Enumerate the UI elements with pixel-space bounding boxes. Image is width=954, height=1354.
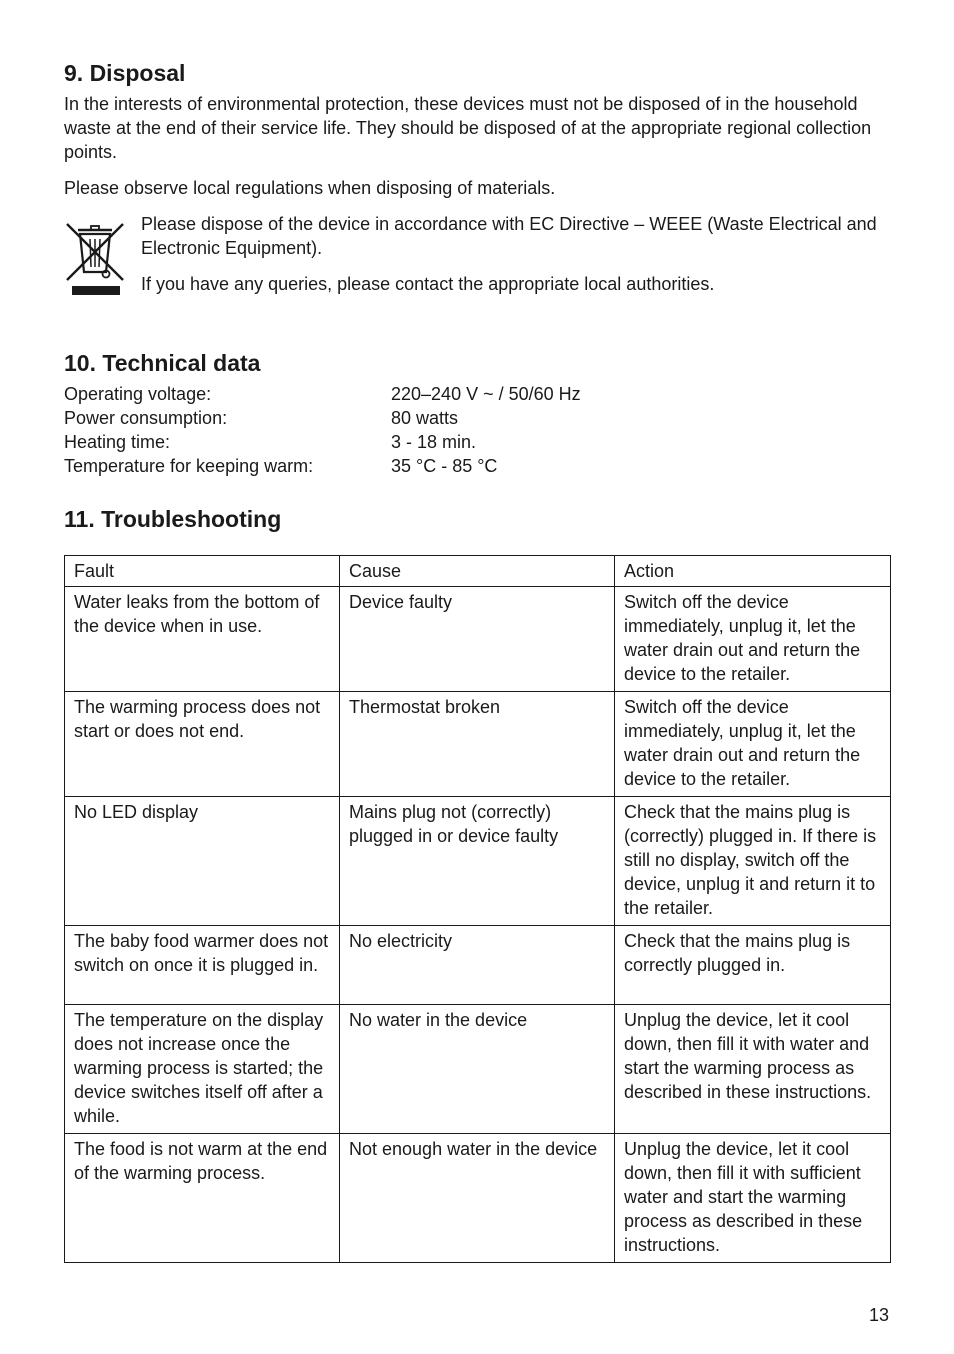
table-row	[65, 692, 891, 797]
disposal-paragraph-1: In the interests of environmental protection, these devices must not be disposed of in the household waste at the end of their service life. They should be disposed of at the appropriate regional collection points.	[64, 94, 872, 162]
page-number: 13	[868, 1305, 889, 1325]
fault-cell: Water leaks from the bottom of the device when in use.	[65, 587, 340, 692]
table-row	[65, 797, 891, 926]
action-cell: Switch off the device immediately, unplug it, let the water drain out and return the device to the retailer.	[615, 692, 891, 797]
tech-value: 3 - 18 min.	[391, 432, 477, 452]
troubleshooting-table	[64, 555, 891, 1263]
tech-label: Operating voltage:	[64, 384, 212, 404]
tech-row	[64, 406, 890, 430]
action-cell: Check that the mains plug is (correctly) plugged in. If there is still no display, switch off the device, unplug it and return it to the retailer.	[615, 797, 891, 926]
technical-data-section	[64, 348, 890, 478]
tech-row	[64, 382, 890, 406]
header-action: Action	[615, 556, 891, 587]
tech-value: 80 watts	[391, 408, 459, 428]
header-cause: Cause	[340, 556, 615, 587]
cause-cell: No water in the device	[340, 1005, 615, 1134]
tech-row	[64, 430, 890, 454]
fault-cell: The warming process does not start or does not end.	[65, 692, 340, 797]
tech-label: Power consumption:	[64, 408, 228, 428]
action-cell: Switch off the device immediately, unplug it, let the water drain out and return the device to the retailer.	[615, 587, 891, 692]
action-cell: Check that the mains plug is correctly plugged in.	[615, 926, 891, 1005]
troubleshooting-section	[64, 504, 890, 1263]
document-page	[64, 58, 890, 1263]
fault-cell: The baby food warmer does not switch on once it is plugged in.	[65, 926, 340, 1005]
table-row	[65, 926, 891, 1005]
disposal-section	[64, 58, 890, 302]
cause-cell: Mains plug not (correctly) plugged in or device faulty	[340, 797, 615, 926]
tech-label: Heating time:	[64, 432, 171, 452]
action-cell: Unplug the device, let it cool down, then fill it with water and start the warming process as described in these instructions.	[615, 1005, 891, 1134]
technical-data-heading: 10. Technical data	[64, 350, 261, 376]
action-cell: Unplug the device, let it cool down, then fill it with sufficient water and start the warming process as described in these instructions.	[615, 1134, 891, 1263]
header-fault: Fault	[65, 556, 340, 587]
cause-cell: Thermostat broken	[340, 692, 615, 797]
tech-value: 35 °C - 85 °C	[391, 456, 498, 476]
tech-label: Temperature for keeping warm:	[64, 456, 314, 476]
disposal-paragraph-2: Please observe local regulations when disposing of materials.	[64, 178, 556, 198]
weee-notice	[64, 212, 890, 302]
cause-cell: No electricity	[340, 926, 615, 1005]
crossed-out-wheelie-bin-icon	[64, 214, 126, 296]
table-header-row	[65, 556, 891, 587]
cause-cell: Device faulty	[340, 587, 615, 692]
table-row	[65, 587, 891, 692]
weee-text-1: Please dispose of the device in accordance with EC Directive – WEEE (Waste Electrical and Electronic Equipment).	[141, 214, 877, 258]
table-row	[65, 1005, 891, 1134]
disposal-heading: 9. Disposal	[64, 60, 186, 86]
cause-cell: Not enough water in the device	[340, 1134, 615, 1263]
tech-row	[64, 454, 890, 478]
fault-cell: The food is not warm at the end of the warming process.	[65, 1134, 340, 1263]
weee-text-2: If you have any queries, please contact the appropriate local authorities.	[141, 274, 715, 294]
troubleshooting-heading: 11. Troubleshooting	[64, 506, 282, 532]
fault-cell: The temperature on the display does not increase once the warming process is started; the device switches itself off after a while.	[65, 1005, 340, 1134]
tech-value: 220–240 V ~ / 50/60 Hz	[391, 384, 581, 404]
table-row	[65, 1134, 891, 1263]
fault-cell: No LED display	[65, 797, 340, 926]
